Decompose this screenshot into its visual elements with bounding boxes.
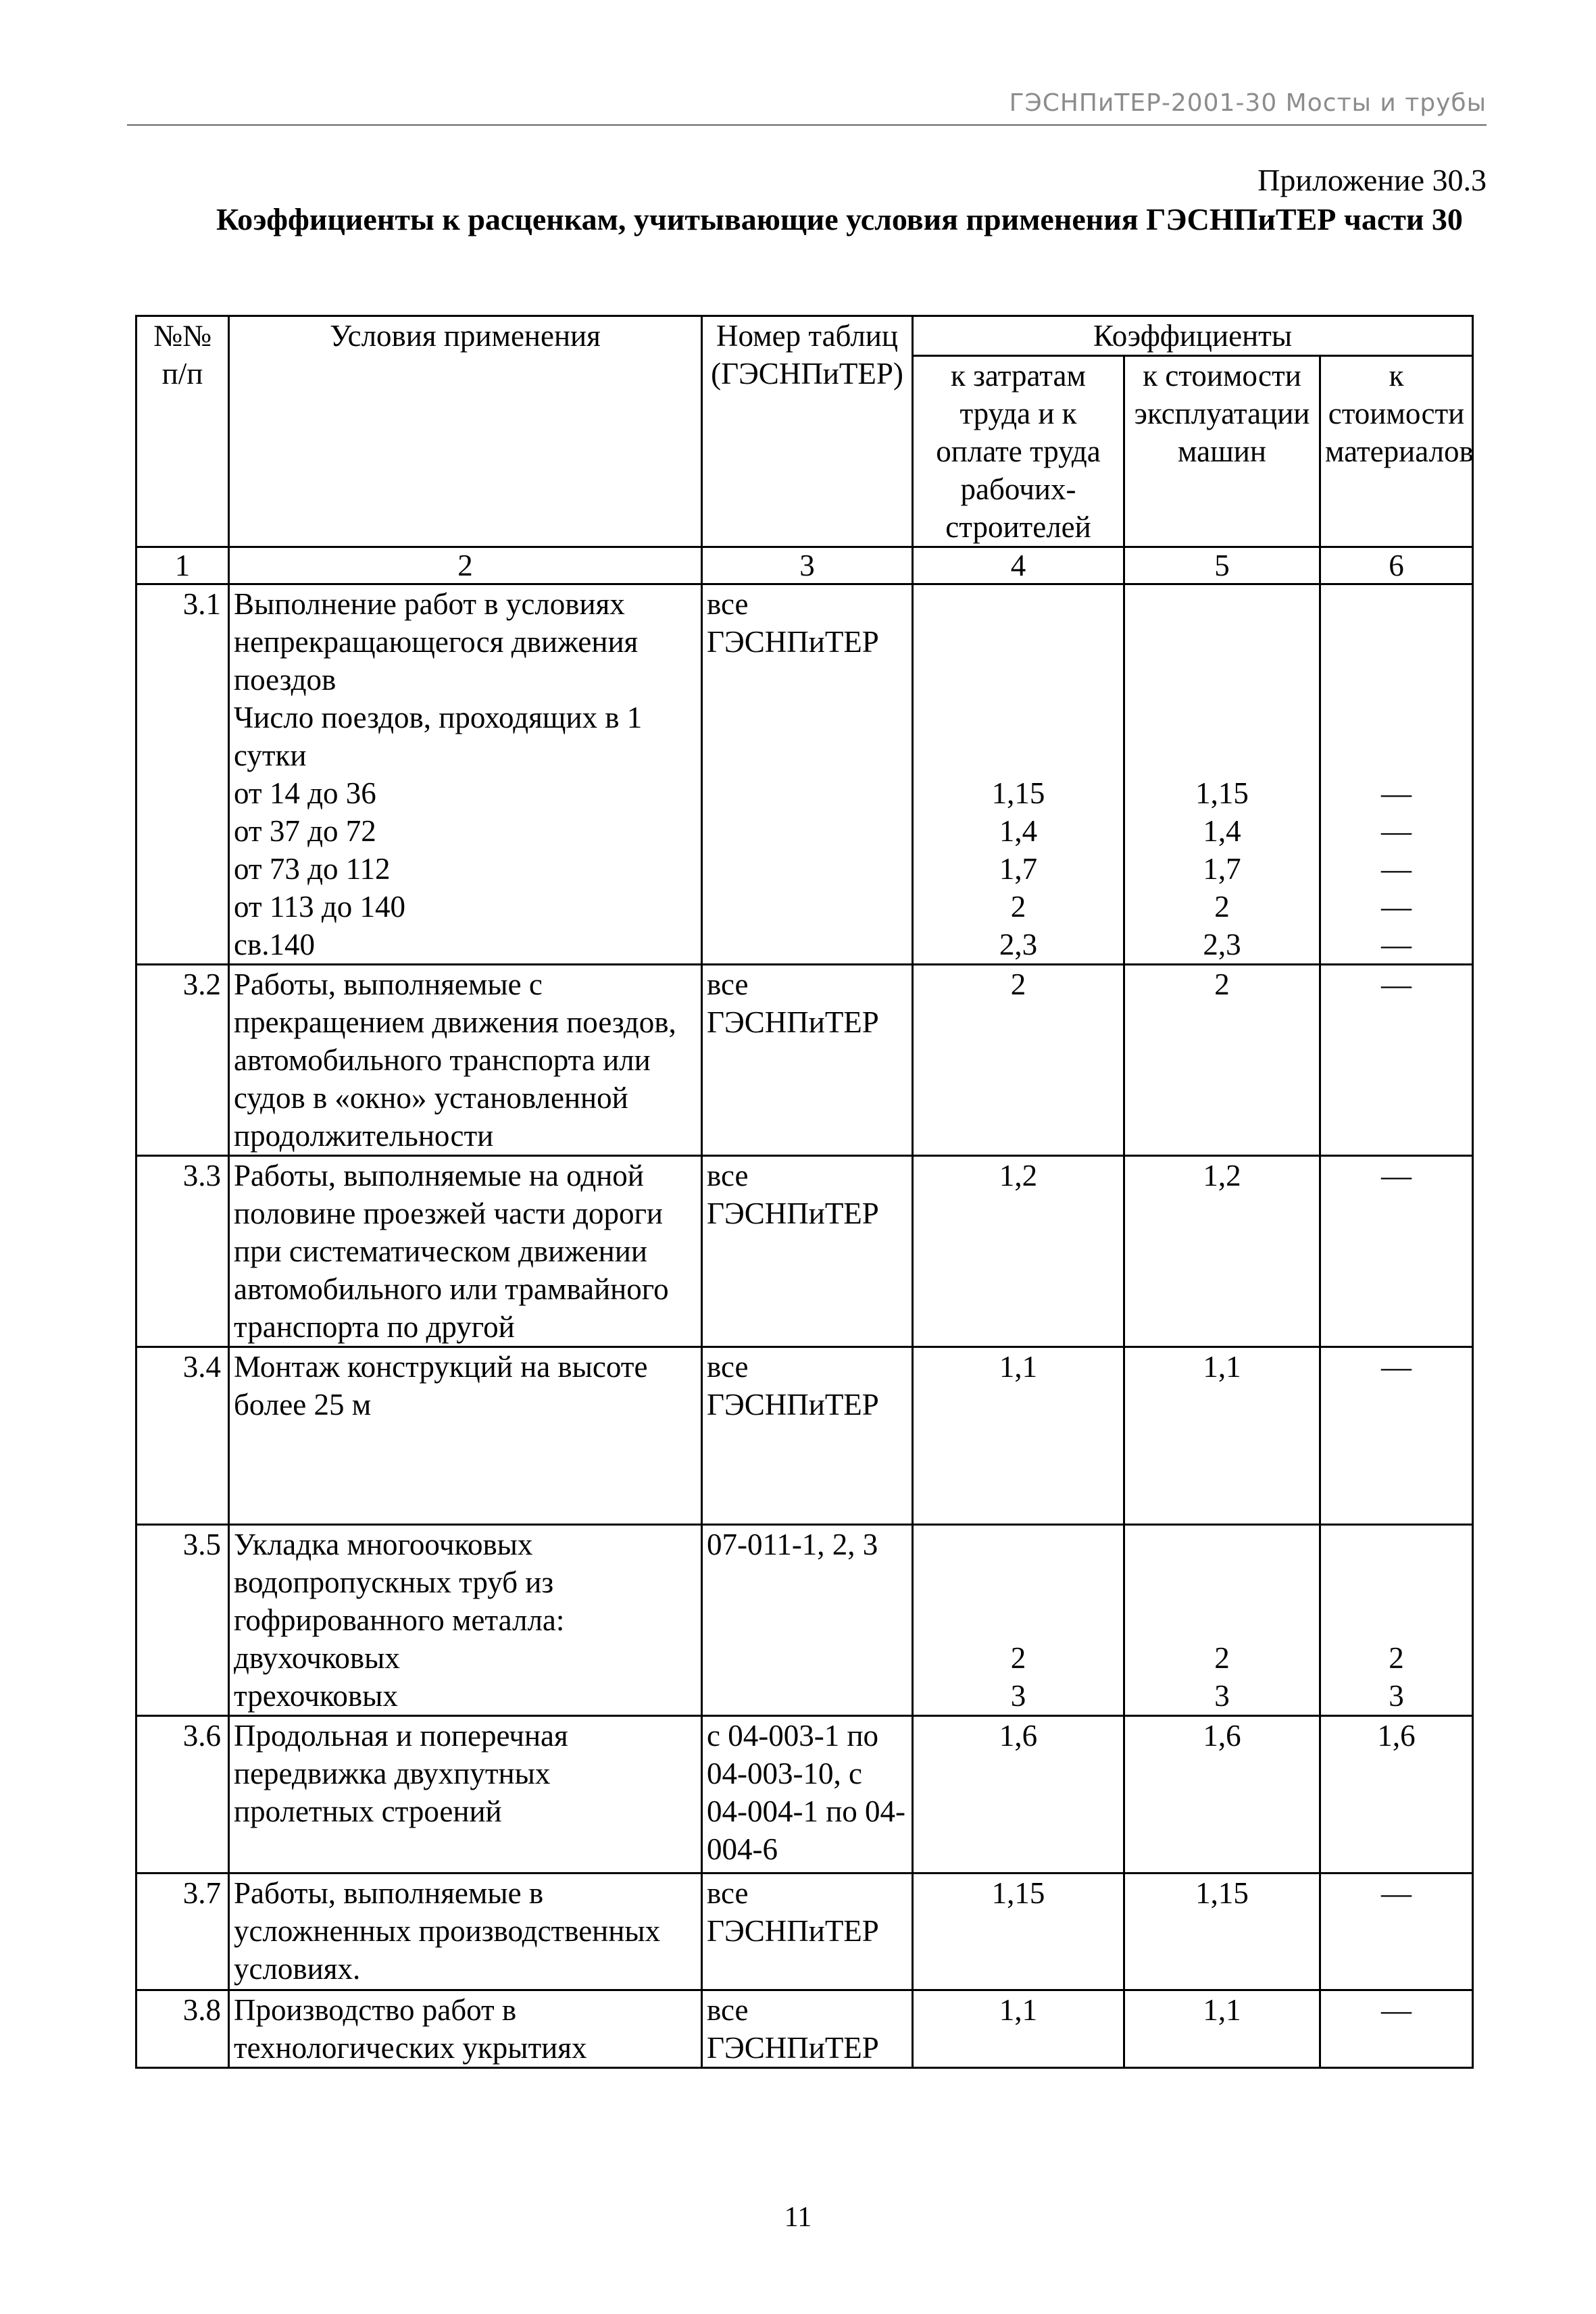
coefficient-value: 3 bbox=[1214, 1679, 1230, 1713]
column-number: 3 bbox=[702, 547, 913, 584]
table-row bbox=[136, 1156, 1473, 1347]
coefficient-value: 2 bbox=[1214, 1641, 1230, 1675]
coef-materials bbox=[1320, 1525, 1473, 1716]
condition-text: Укладка многоочковых водопропускных труб из гофрированного металла: bbox=[234, 1528, 565, 1637]
coef-materials bbox=[1320, 1716, 1473, 1873]
table-row bbox=[136, 1347, 1473, 1525]
column-number: 4 bbox=[913, 547, 1124, 584]
coefficient-value: 1,7 bbox=[1203, 852, 1241, 886]
row-table-numbers: все ГЭСНПиТЕР bbox=[702, 1990, 913, 2068]
coefficient-value: 1,6 bbox=[1203, 1719, 1241, 1753]
coef-materials bbox=[1320, 1347, 1473, 1525]
coefficient-value: — bbox=[1381, 1993, 1412, 2027]
column-number-row bbox=[136, 547, 1473, 584]
row-number: 3.4 bbox=[136, 1347, 229, 1525]
table-row bbox=[136, 1873, 1473, 1990]
coefficient-value: 2,3 bbox=[999, 928, 1038, 961]
header-no: №№ п/п bbox=[136, 316, 229, 547]
row-conditions bbox=[229, 584, 702, 965]
condition-text: от 37 до 72 bbox=[234, 814, 376, 848]
coef-machines bbox=[1124, 1716, 1320, 1873]
table-body bbox=[136, 547, 1473, 2068]
row-number: 3.7 bbox=[136, 1873, 229, 1990]
header-conditions: Условия применения bbox=[229, 316, 702, 547]
coefficient-value: 2 bbox=[1214, 967, 1230, 1001]
coefficient-value: 1,1 bbox=[1203, 1350, 1241, 1384]
coefficient-value: 1,15 bbox=[1195, 1876, 1249, 1910]
row-number: 3.2 bbox=[136, 965, 229, 1156]
condition-text: двухочковых bbox=[234, 1641, 400, 1675]
row-table-numbers: 07-011-1, 2, 3 bbox=[702, 1525, 913, 1716]
table-row bbox=[136, 584, 1473, 965]
coefficient-value: 3 bbox=[1010, 1679, 1026, 1713]
condition-text: трехочковых bbox=[234, 1679, 398, 1713]
coefficients-table bbox=[135, 315, 1474, 2069]
condition-text: от 113 до 140 bbox=[234, 890, 406, 924]
condition-text: Работы, выполняемые на одной половине проезжей части дороги при систематическом движении автомобильного или трамвайного транспорта по другой bbox=[234, 1159, 669, 1344]
condition-text: от 73 до 112 bbox=[234, 852, 391, 886]
row-table-numbers: все ГЭСНПиТЕР bbox=[702, 1347, 913, 1525]
row-table-numbers: все ГЭСНПиТЕР bbox=[702, 1873, 913, 1990]
coefficient-value: — bbox=[1381, 928, 1412, 961]
coef-labor bbox=[913, 1525, 1124, 1716]
row-number: 3.1 bbox=[136, 584, 229, 965]
row-table-numbers: с 04-003-1 по 04-003-10, с 04-004-1 по 04-004-6 bbox=[702, 1716, 913, 1873]
coefficient-value: 3 bbox=[1389, 1679, 1404, 1713]
coef-machines bbox=[1124, 1990, 1320, 2068]
row-conditions bbox=[229, 1873, 702, 1990]
coefficient-value: 1,7 bbox=[999, 852, 1038, 886]
coefficient-value: 1,4 bbox=[999, 814, 1038, 848]
column-number: 2 bbox=[229, 547, 702, 584]
condition-text: Работы, выполняемые в усложненных производственных условиях. bbox=[234, 1876, 661, 1986]
row-number: 3.8 bbox=[136, 1990, 229, 2068]
condition-text: Число поездов, проходящих в 1 сутки bbox=[234, 701, 643, 772]
coefficient-value: 1,2 bbox=[1203, 1159, 1241, 1192]
coefficient-value: 2,3 bbox=[1203, 928, 1241, 961]
header-table-no: Номер таблиц (ГЭСНПиТЕР) bbox=[702, 316, 913, 547]
header-labor: к затратам труда и к оплате труда рабочих-строителей bbox=[913, 356, 1124, 547]
coef-machines bbox=[1124, 965, 1320, 1156]
table-row bbox=[136, 1716, 1473, 1873]
coef-materials bbox=[1320, 965, 1473, 1156]
coefficient-value: 1,15 bbox=[991, 1876, 1045, 1910]
coef-machines bbox=[1124, 584, 1320, 965]
coefficient-value: 1,1 bbox=[1203, 1993, 1241, 2027]
coef-machines bbox=[1124, 1347, 1320, 1525]
coefficient-value: — bbox=[1381, 1159, 1412, 1192]
coef-machines bbox=[1124, 1525, 1320, 1716]
row-conditions bbox=[229, 1990, 702, 2068]
row-number: 3.3 bbox=[136, 1156, 229, 1347]
coefficient-value: 1,6 bbox=[1377, 1719, 1416, 1753]
coefficient-value: — bbox=[1381, 967, 1412, 1001]
column-number: 5 bbox=[1124, 547, 1320, 584]
condition-text: Монтаж конструкций на высоте более 25 м bbox=[234, 1350, 648, 1422]
coefficient-value: 1,1 bbox=[999, 1993, 1038, 2027]
header-materials: к стоимости материалов bbox=[1320, 356, 1473, 547]
header-machines: к стоимости эксплуатации машин bbox=[1124, 356, 1320, 547]
condition-text: св.140 bbox=[234, 928, 315, 961]
coefficient-value: — bbox=[1381, 1350, 1412, 1384]
coefficient-value: 1,1 bbox=[999, 1350, 1038, 1384]
condition-text: от 14 до 36 bbox=[234, 776, 376, 810]
coefficient-value: — bbox=[1381, 1876, 1412, 1910]
condition-text: Продольная и поперечная передвижка двухпутных пролетных строений bbox=[234, 1719, 568, 1828]
coefficient-value: — bbox=[1381, 776, 1412, 810]
coefficient-value: 1,6 bbox=[999, 1719, 1038, 1753]
row-conditions bbox=[229, 1347, 702, 1525]
coefficient-value: 2 bbox=[1010, 890, 1026, 924]
coefficient-value: 1,4 bbox=[1203, 814, 1241, 848]
row-conditions bbox=[229, 1156, 702, 1347]
coef-labor bbox=[913, 1156, 1124, 1347]
coefficient-value: 1,2 bbox=[999, 1159, 1038, 1192]
coefficient-value: — bbox=[1381, 814, 1412, 848]
coef-materials bbox=[1320, 1156, 1473, 1347]
row-table-numbers: все ГЭСНПиТЕР bbox=[702, 584, 913, 965]
coef-machines bbox=[1124, 1873, 1320, 1990]
condition-text: Выполнение работ в условиях непрекращающегося движения поездов bbox=[234, 587, 639, 697]
coefficient-value: 2 bbox=[1010, 1641, 1026, 1675]
coefficient-value: 1,15 bbox=[991, 776, 1045, 810]
row-table-numbers: все ГЭСНПиТЕР bbox=[702, 965, 913, 1156]
coef-labor bbox=[913, 584, 1124, 965]
coef-materials bbox=[1320, 1990, 1473, 2068]
coef-materials bbox=[1320, 1873, 1473, 1990]
row-conditions bbox=[229, 965, 702, 1156]
column-number: 6 bbox=[1320, 547, 1473, 584]
coefficient-value: 1,15 bbox=[1195, 776, 1249, 810]
row-number: 3.5 bbox=[136, 1525, 229, 1716]
row-number: 3.6 bbox=[136, 1716, 229, 1873]
header-coefficients: Коэффициенты bbox=[913, 316, 1473, 356]
header-rule bbox=[127, 124, 1487, 126]
coef-labor bbox=[913, 1347, 1124, 1525]
page-number: 11 bbox=[784, 2202, 812, 2233]
condition-text: Производство работ в технологических укрытиях bbox=[234, 1993, 587, 2065]
appendix-label: Приложение 30.3 bbox=[1257, 163, 1487, 197]
row-conditions bbox=[229, 1716, 702, 1873]
table-row bbox=[136, 965, 1473, 1156]
row-table-numbers: все ГЭСНПиТЕР bbox=[702, 1156, 913, 1347]
coef-labor bbox=[913, 1716, 1124, 1873]
running-head: ГЭСНПиТЕР-2001-30 Мосты и трубы bbox=[1009, 89, 1487, 117]
coef-labor bbox=[913, 1873, 1124, 1990]
coef-labor bbox=[913, 1990, 1124, 2068]
condition-text: Работы, выполняемые с прекращением движения поездов, автомобильного транспорта или судов в «окно» установленной продолжительности bbox=[234, 967, 676, 1153]
document-title: Коэффициенты к расценкам, учитывающие условия применения ГЭСНПиТЕР части 30 bbox=[216, 202, 1463, 236]
coefficient-value: — bbox=[1381, 852, 1412, 886]
column-number: 1 bbox=[136, 547, 229, 584]
coefficient-value: 2 bbox=[1389, 1641, 1404, 1675]
coef-materials bbox=[1320, 584, 1473, 965]
row-conditions bbox=[229, 1525, 702, 1716]
coef-labor bbox=[913, 965, 1124, 1156]
coef-machines bbox=[1124, 1156, 1320, 1347]
table-row bbox=[136, 1990, 1473, 2068]
coefficient-value: — bbox=[1381, 890, 1412, 924]
coefficient-value: 2 bbox=[1214, 890, 1230, 924]
table-row bbox=[136, 1525, 1473, 1716]
coefficient-value: 2 bbox=[1010, 967, 1026, 1001]
